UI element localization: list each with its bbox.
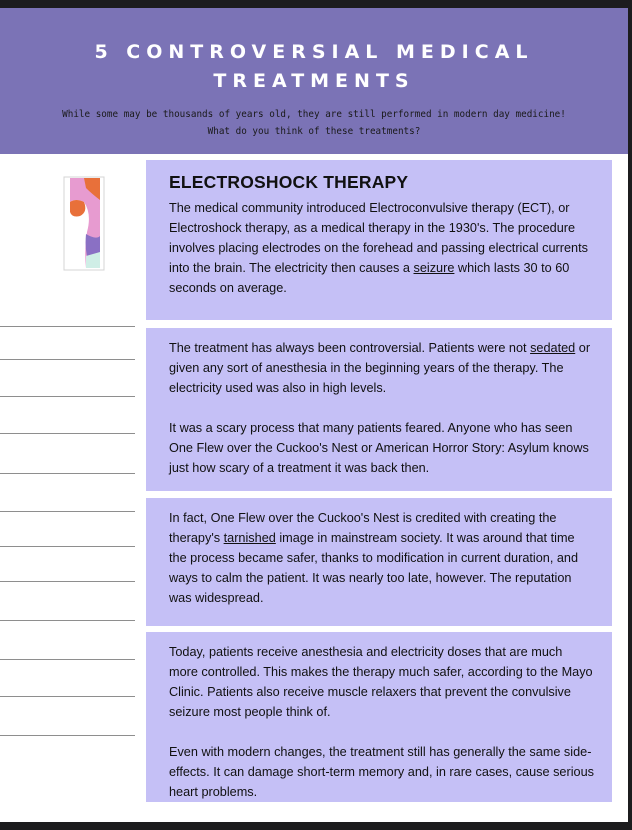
tarnished-link[interactable]: tarnished: [223, 531, 276, 545]
note-line: [0, 396, 135, 397]
note-line: [0, 473, 135, 474]
note-line: [0, 620, 135, 621]
note-line: [0, 326, 135, 327]
subtitle-line-2: What do you think of these treatments?: [207, 126, 421, 137]
note-line: [0, 581, 135, 582]
worksheet-page: [0, 8, 628, 822]
text-run: In fact, One Flew over the Cuckoo's Nest is credited with creating the therapy's: [169, 511, 557, 545]
intro-paragraph: [169, 198, 594, 298]
section-heading: ELECTROSHOCK THERAPY: [169, 172, 409, 192]
side-effects-paragraph: Even with modern changes, the treatment still has generally the same side-effects. It can damage short-term memory and, in rare cases, cause serious heart problems.: [169, 745, 594, 799]
note-line: [0, 511, 135, 512]
text-run: The treatment has always been controversial. Patients were not: [169, 341, 531, 355]
modern-paragraph: Today, patients receive anesthesia and electricity doses that are much more controlled. This makes the therapy much safer, according to the Mayo Clinic. Patients also receive muscle relaxers that prevent the convulsive seizure most people think of.: [169, 645, 593, 719]
sedated-link[interactable]: sedated: [530, 341, 576, 355]
page-title: [40, 38, 588, 96]
note-line: [0, 735, 135, 736]
controversy-paragraph: [169, 338, 594, 398]
number-one-graphic: [62, 176, 106, 272]
note-line: [0, 696, 135, 697]
subtitle-line-1: While some may be thousands of years old, they are still performed in modern day medicine!: [62, 109, 566, 120]
note-line: [0, 433, 135, 434]
text-run: image in mainstream society. It was around that time the process became safer, thanks to modification in current duration, and ways to calm the patient. It was nearly too late, however. The reputation was widespread.: [169, 531, 579, 605]
page-subtitle: [20, 106, 608, 140]
text-run: which lasts 30 to 60 seconds on average.: [169, 261, 570, 295]
note-line: [0, 359, 135, 360]
title-line-2: TREATMENTS: [213, 70, 415, 92]
text-run: or given any sort of anesthesia in the beginning years of the therapy. The electricity used was also in high levels.: [169, 341, 591, 395]
seizure-link[interactable]: seizure: [413, 261, 455, 275]
note-line: [0, 546, 135, 547]
text-box-intro: [146, 160, 612, 320]
text-run: The medical community introduced Electroconvulsive therapy (ECT), or Electroshock therapy, as a medical therapy in the 1930's. The procedure involves placing electrodes on the forehead and passing electrical currents into the brain. The electricity then causes a: [169, 201, 588, 275]
text-box-modern: [146, 632, 612, 802]
scary-process-paragraph: It was a scary process that many patients feared. Anyone who has seen One Flew over the Cuckoo's Nest or American Horror Story: Asylum knows just how scary of a treatment it was back then.: [169, 421, 589, 475]
text-box-controversy: [146, 328, 612, 491]
text-box-reputation: [146, 498, 612, 626]
title-line-1: 5 CONTROVERSIAL MEDICAL: [94, 41, 534, 63]
note-line: [0, 659, 135, 660]
header-banner: [0, 8, 628, 154]
reputation-paragraph: [169, 508, 594, 608]
